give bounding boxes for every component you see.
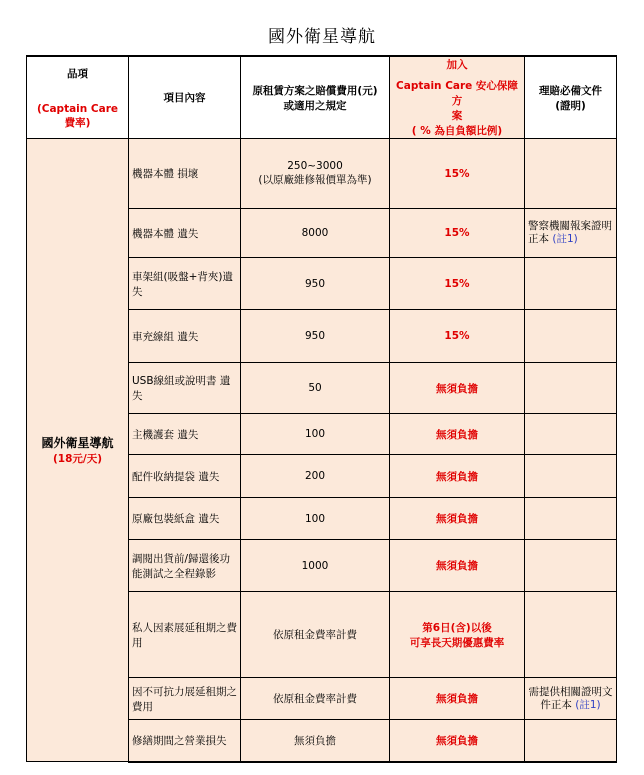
header-cost	[241, 56, 390, 139]
header-category-rate: (Captain Care 費率)	[36, 102, 119, 129]
category-cell	[27, 139, 129, 762]
plan-cell: 15%	[390, 139, 525, 209]
docs-cell	[525, 258, 617, 310]
cost-value: 250~3000	[287, 160, 343, 172]
plan-cell: 無須負擔	[390, 455, 525, 498]
docs-cell	[525, 455, 617, 498]
item-cell: 車充線組 遺失	[129, 310, 241, 363]
header-plan	[390, 56, 525, 139]
cost-cell: 依原租金費率計費	[241, 592, 390, 678]
cost-cell	[241, 139, 390, 209]
docs-cell	[525, 139, 617, 209]
plan-cell	[390, 592, 525, 678]
item-cell: 調閱出貨前/歸還後功能測試之全程錄影	[129, 540, 241, 592]
docs-cell	[525, 678, 617, 720]
item-cell: 機器本體 損壞	[129, 139, 241, 209]
docs-cell	[525, 720, 617, 762]
docs-note: (註1)	[552, 233, 578, 245]
item-cell: 機器本體 遺失	[129, 209, 241, 258]
docs-cell	[525, 209, 623, 258]
docs-cell	[525, 592, 617, 678]
cost-cell: 50	[241, 363, 390, 414]
plan-cell: 無須負擔	[390, 720, 525, 762]
header-item: 項目內容	[129, 56, 241, 139]
item-cell: 配件收納提袋 遺失	[129, 455, 241, 498]
header-docs-line1: 理賠必備文件	[539, 84, 602, 97]
header-plan-line3: 案	[451, 110, 463, 122]
header-plan-line2: Captain Care 安心保障方	[396, 80, 518, 107]
category-name: 國外衛星導航	[41, 436, 114, 450]
header-docs-line2: (證明)	[555, 99, 586, 112]
plan-cell: 無須負擔	[390, 363, 525, 414]
plan-cell: 無須負擔	[390, 414, 525, 455]
docs-cell	[525, 540, 617, 592]
coverage-table	[26, 55, 623, 763]
item-cell: 主機護套 遺失	[129, 414, 241, 455]
plan-note: 可享長天期優惠費率	[409, 636, 505, 649]
cost-cell: 950	[241, 258, 390, 310]
item-cell: 私人因素展延租期之費用	[129, 592, 241, 678]
category-rate: (18元/天)	[52, 453, 103, 465]
docs-cell	[525, 363, 617, 414]
docs-note: (註1)	[575, 698, 601, 711]
plan-cell: 15%	[390, 258, 525, 310]
header-cost-line1: 原租賃方案之賠償費用(元)	[252, 84, 378, 97]
plan-cell: 無須負擔	[390, 678, 525, 720]
header-category-label: 品項	[67, 67, 88, 80]
header-cost-line2: 或適用之規定	[283, 99, 347, 112]
cost-note: (以原廠維修報價單為準)	[258, 174, 372, 186]
docs-text: 警察機關報案證明 正本	[528, 220, 623, 245]
plan-cell: 無須負擔	[390, 540, 525, 592]
header-plan-line1: 加入	[446, 59, 468, 71]
plan-value: 第6日(含)以後	[422, 621, 492, 634]
docs-cell	[525, 414, 617, 455]
cost-cell: 100	[241, 498, 390, 540]
plan-cell: 無須負擔	[390, 498, 525, 540]
docs-cell	[525, 498, 617, 540]
cost-cell: 100	[241, 414, 390, 455]
table-header-row	[27, 56, 617, 139]
cost-cell: 200	[241, 455, 390, 498]
plan-cell: 15%	[390, 310, 525, 363]
header-plan-line4: ( % 為自負額比例)	[411, 125, 503, 137]
cost-cell: 8000	[241, 209, 390, 258]
item-cell: 原廠包裝紙盒 遺失	[129, 498, 241, 540]
item-cell: 因不可抗力展延租期之費用	[129, 678, 241, 720]
item-cell: 修繕期間之營業損失	[129, 720, 241, 762]
cost-cell: 1000	[241, 540, 390, 592]
header-category	[27, 56, 129, 139]
cost-cell: 950	[241, 310, 390, 363]
item-cell: 車架組(吸盤+背夾)遺失	[129, 258, 241, 310]
table-row	[27, 139, 617, 209]
header-docs	[525, 56, 617, 139]
item-cell: USB線組或說明書 遺失	[129, 363, 241, 414]
cost-cell: 依原租金費率計費	[241, 678, 390, 720]
docs-cell	[525, 310, 617, 363]
plan-cell: 15%	[390, 209, 525, 258]
cost-cell: 無須負擔	[241, 720, 390, 762]
page-title: 國外衛星導航	[268, 27, 376, 47]
docs-text: 需提供相關證明文件正本	[528, 685, 613, 711]
